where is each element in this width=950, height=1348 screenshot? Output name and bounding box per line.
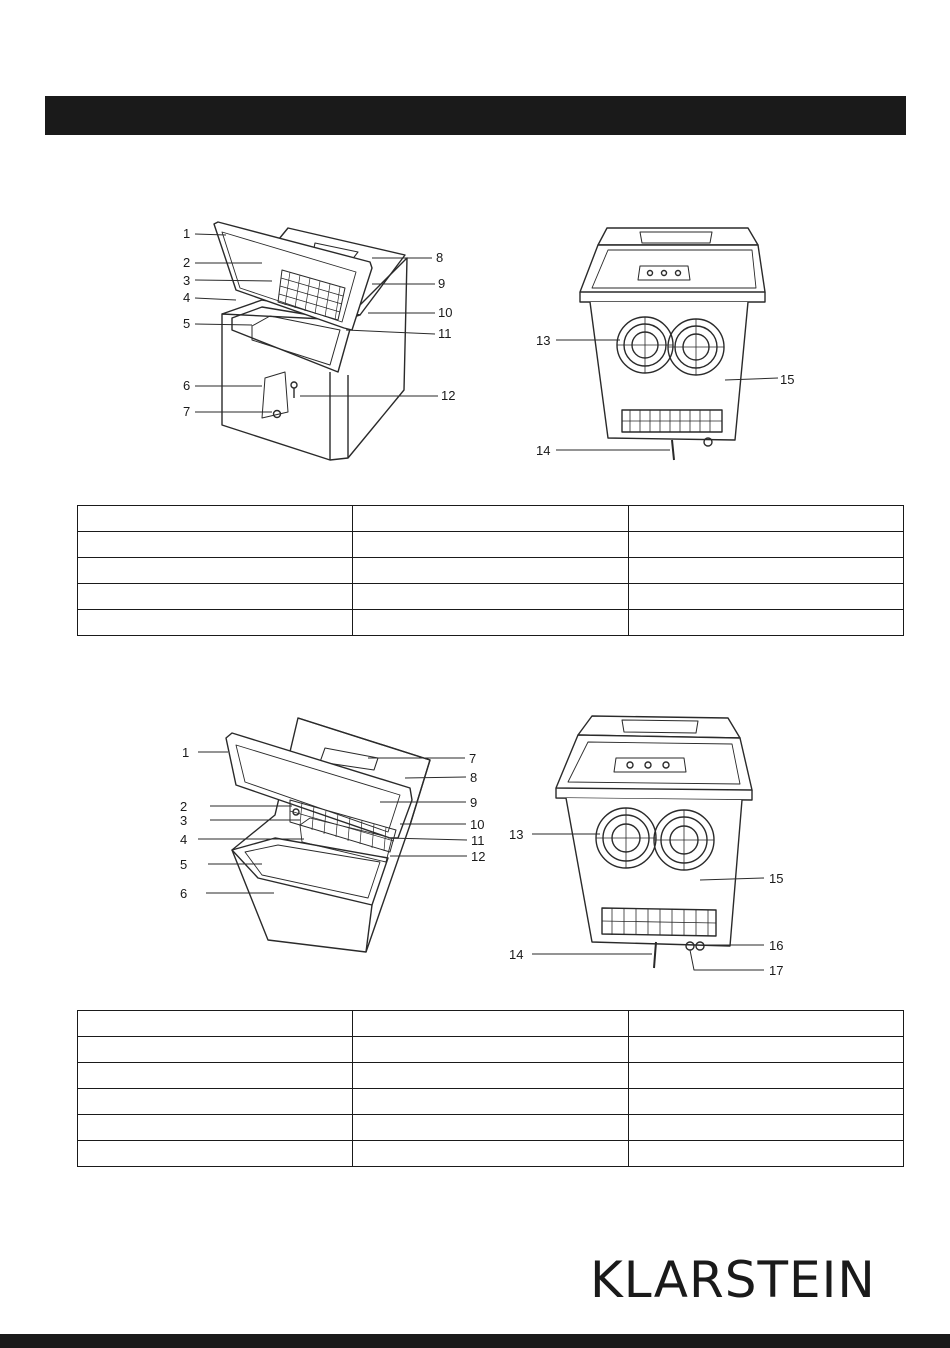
brand-logo: KLARSTEIN bbox=[590, 1252, 876, 1308]
callout-label: 15 bbox=[780, 372, 795, 387]
table-row bbox=[78, 558, 904, 584]
callout-label: 8 bbox=[436, 250, 444, 265]
table-row bbox=[78, 1037, 904, 1063]
callout-label: 14 bbox=[509, 947, 524, 962]
callout-label: 12 bbox=[441, 388, 456, 403]
callout-label: 16 bbox=[769, 938, 784, 953]
figure-a-back-view bbox=[530, 222, 820, 462]
callout-label: 7 bbox=[469, 751, 477, 766]
callout-label: 5 bbox=[183, 316, 191, 331]
callout-label: 13 bbox=[536, 333, 551, 348]
callout-label: 3 bbox=[180, 813, 188, 828]
callout-label: 17 bbox=[769, 963, 784, 978]
figure-b-front-view bbox=[170, 712, 500, 957]
callout-label: 3 bbox=[183, 273, 191, 288]
parts-table-a bbox=[77, 505, 904, 636]
callout-label: 4 bbox=[180, 832, 188, 847]
figure-a-front-view bbox=[170, 215, 470, 470]
callout-label: 5 bbox=[180, 857, 188, 872]
callout-label: 9 bbox=[470, 795, 478, 810]
callout-label: 15 bbox=[769, 871, 784, 886]
table-row bbox=[78, 1063, 904, 1089]
callout-label: 2 bbox=[180, 799, 188, 814]
callout-label: 2 bbox=[183, 255, 191, 270]
table-row bbox=[78, 1011, 904, 1037]
callout-label: 13 bbox=[509, 827, 524, 842]
table-row bbox=[78, 506, 904, 532]
table-row bbox=[78, 610, 904, 636]
callout-label: 10 bbox=[438, 305, 453, 320]
callout-label: 11 bbox=[438, 326, 452, 341]
callout-label: 10 bbox=[470, 817, 485, 832]
callout-label: 6 bbox=[183, 378, 191, 393]
callout-label: 14 bbox=[536, 443, 551, 458]
table-row bbox=[78, 584, 904, 610]
callout-label: 4 bbox=[183, 290, 191, 305]
figure-b-back-view bbox=[505, 712, 805, 980]
callout-label: 1 bbox=[183, 226, 191, 241]
header-bar bbox=[45, 96, 906, 135]
table-row bbox=[78, 1115, 904, 1141]
callout-label: 9 bbox=[438, 276, 446, 291]
table-row bbox=[78, 1089, 904, 1115]
callout-label: 7 bbox=[183, 404, 191, 419]
callout-label: 6 bbox=[180, 886, 188, 901]
table-row bbox=[78, 1141, 904, 1167]
callout-label: 12 bbox=[471, 849, 486, 864]
callout-label: 8 bbox=[470, 770, 478, 785]
callout-label: 1 bbox=[182, 745, 190, 760]
footer-bar bbox=[0, 1334, 950, 1348]
parts-table-b bbox=[77, 1010, 904, 1167]
table-row bbox=[78, 532, 904, 558]
callout-label: 11 bbox=[471, 833, 485, 848]
